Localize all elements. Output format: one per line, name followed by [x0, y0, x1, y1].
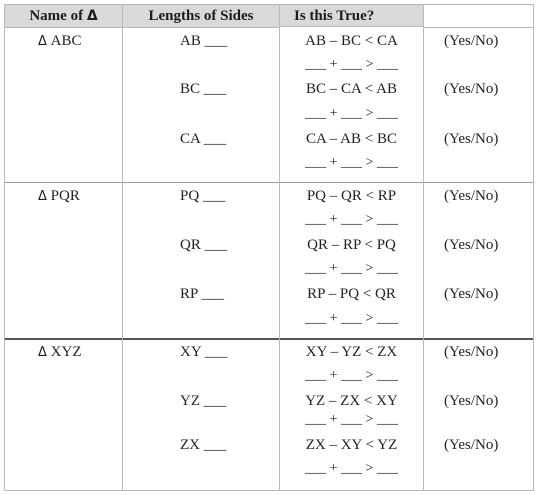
inequality-text: BC – CA < AB [306, 81, 397, 97]
delta-symbol: Δ [38, 345, 47, 360]
side-length-field[interactable]: YZ ___ [180, 393, 227, 409]
header-name-label: Name of [29, 8, 87, 24]
inequality-text: YZ – ZX < XY [305, 393, 398, 409]
sum-blanks[interactable]: ___ + ___ > ___ [305, 311, 398, 326]
yes-no-answer[interactable]: (Yes/No) [444, 393, 499, 409]
header-empty-cell [424, 5, 533, 28]
delta-symbol: Δ [38, 34, 47, 49]
yes-no-answer[interactable]: (Yes/No) [444, 188, 499, 204]
column-border [122, 4, 123, 491]
sum-blanks[interactable]: ___ + ___ > ___ [305, 368, 398, 383]
sum-blanks[interactable]: ___ + ___ > ___ [305, 155, 398, 170]
triangle-label: PQR [50, 188, 80, 204]
sum-blanks[interactable]: ___ + ___ > ___ [305, 212, 398, 227]
side-length-field[interactable]: QR ___ [180, 237, 228, 253]
yes-no-answer[interactable]: (Yes/No) [444, 237, 499, 253]
yes-no-answer[interactable]: (Yes/No) [444, 131, 499, 147]
delta-symbol: Δ [38, 189, 47, 204]
side-length-field[interactable]: CA ___ [180, 131, 227, 147]
sum-blanks[interactable]: ___ + ___ > ___ [305, 461, 398, 476]
sum-blanks[interactable]: ___ + ___ > ___ [305, 106, 398, 121]
sum-blanks[interactable]: ___ + ___ > ___ [305, 57, 398, 72]
sum-blanks[interactable]: ___ + ___ > ___ [305, 261, 398, 276]
inequality-text: XY – YZ < ZX [305, 344, 398, 360]
side-length-field[interactable]: PQ ___ [180, 188, 226, 204]
row-separator [4, 338, 534, 340]
triangle-name-pqr [38, 188, 80, 205]
yes-no-answer[interactable]: (Yes/No) [444, 286, 499, 302]
yes-no-answer[interactable]: (Yes/No) [444, 33, 499, 49]
delta-symbol: Δ [86, 8, 98, 24]
side-length-field[interactable]: AB ___ [180, 33, 228, 49]
header-lengths-of-sides: Lengths of Sides [123, 5, 279, 28]
yes-no-answer[interactable]: (Yes/No) [444, 437, 499, 453]
triangle-label: XYZ [50, 344, 82, 360]
side-length-field[interactable]: BC ___ [180, 81, 227, 97]
side-length-field[interactable]: ZX ___ [180, 437, 227, 453]
side-length-field[interactable]: XY ___ [180, 344, 228, 360]
inequality-text: AB – BC < CA [305, 33, 398, 49]
column-border [4, 4, 5, 491]
sum-blanks[interactable]: ___ + ___ > ___ [305, 412, 398, 427]
inequality-text: PQ – QR < RP [306, 188, 397, 204]
triangle-inequality-table [4, 4, 534, 491]
table-border-bottom [4, 490, 534, 491]
row-separator [4, 182, 534, 183]
inequality-text: ZX – XY < YZ [305, 437, 398, 453]
yes-no-answer[interactable]: (Yes/No) [444, 344, 499, 360]
triangle-name-abc [38, 33, 82, 50]
side-length-field[interactable]: RP ___ [180, 286, 225, 302]
header-is-this-true: Is this True? [280, 5, 423, 27]
column-border [533, 4, 534, 491]
triangle-label: ABC [50, 33, 82, 49]
inequality-text: RP – PQ < QR [307, 286, 396, 302]
yes-no-answer[interactable]: (Yes/No) [444, 81, 499, 97]
header-name-of-triangle [5, 5, 122, 28]
column-border [423, 4, 424, 491]
triangle-name-xyz [38, 344, 81, 361]
inequality-text: CA – AB < BC [306, 131, 397, 147]
inequality-text: QR – RP < PQ [307, 237, 396, 253]
